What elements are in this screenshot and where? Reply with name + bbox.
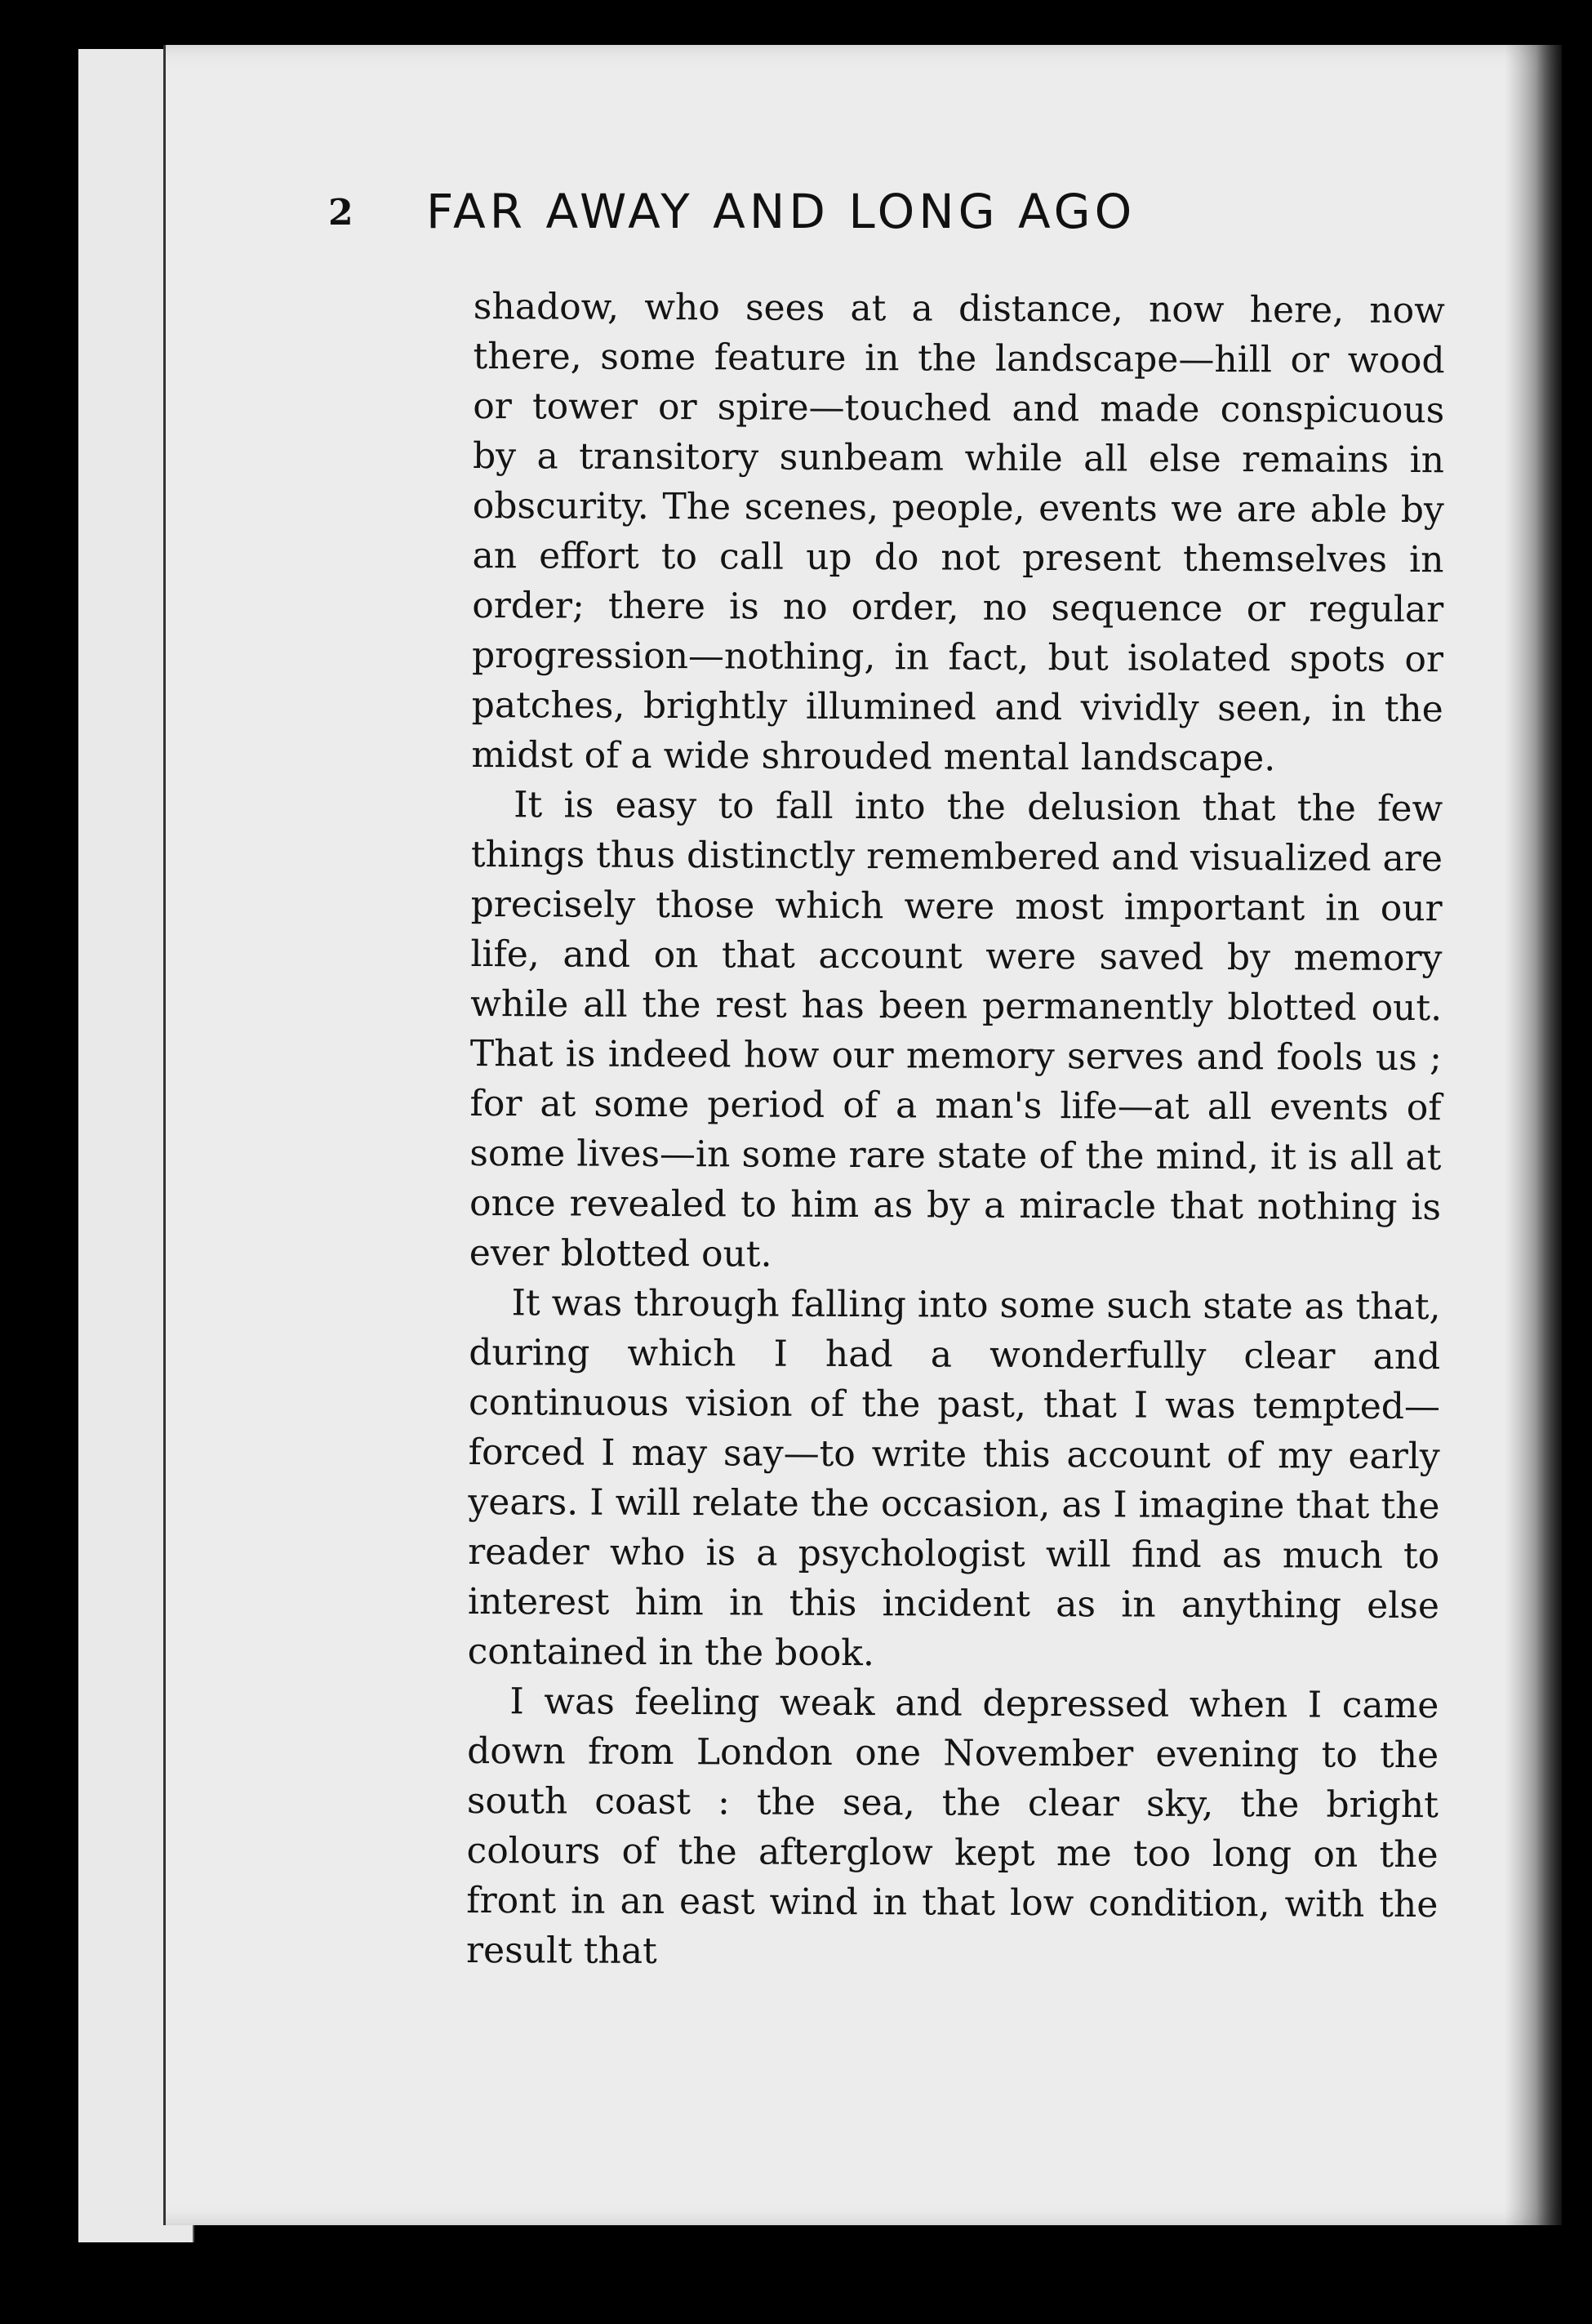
running-title: FAR AWAY AND LONG AGO <box>426 184 1136 239</box>
paragraph: It was through falling into some such state as that, during which I had a wonderfully clear and continuous vision of the past, that I was tempted—forced I may say—to write this account of my early years. I will relate the occasion, as I imagine that the reader who is a psychologist will find as much to interest him in this incident as in anything else contained in the book. <box>467 1282 1441 1675</box>
body-text <box>466 282 1445 1979</box>
page-curl-shadow <box>1505 45 1562 2225</box>
paragraph: I was feeling weak and depressed when I came down from London one November evening to the south coast : the sea, the clear sky, the bright colours of the afterglow kept me too long on the front in an east wind in that low condition, with the result that <box>465 1681 1439 1972</box>
paragraph: shadow, who sees at a distance, now here, now there, some feature in the landscape—hill or wood or tower or spire—touched and made conspicuous by a transitory sunbeam while all else remains in obscurity. The scenes, people, events we are able by an effort to call up do not present themselves in order; there is no order, no sequence or regular progression—nothing, in fact, but isolated spots or patches, brightly illumined and vividly seen, in the midst of a wide shrouded mental landscape. <box>471 285 1445 780</box>
paragraph: It is easy to fall into the delusion that the few things thus distinctly remembered and visualized are precisely those which were most important in our life, and on that account were saved by memory while all the rest has been permanently blotted out. That is indeed how our memory serves and fools us ; for at some period of a man's life—at all events of some lives—in some rare state of the mind, it is all at once revealed to him as by a miracle that nothing is ever blotted out. <box>469 784 1443 1276</box>
page-header <box>328 151 1390 249</box>
page-number: 2 <box>328 192 354 234</box>
